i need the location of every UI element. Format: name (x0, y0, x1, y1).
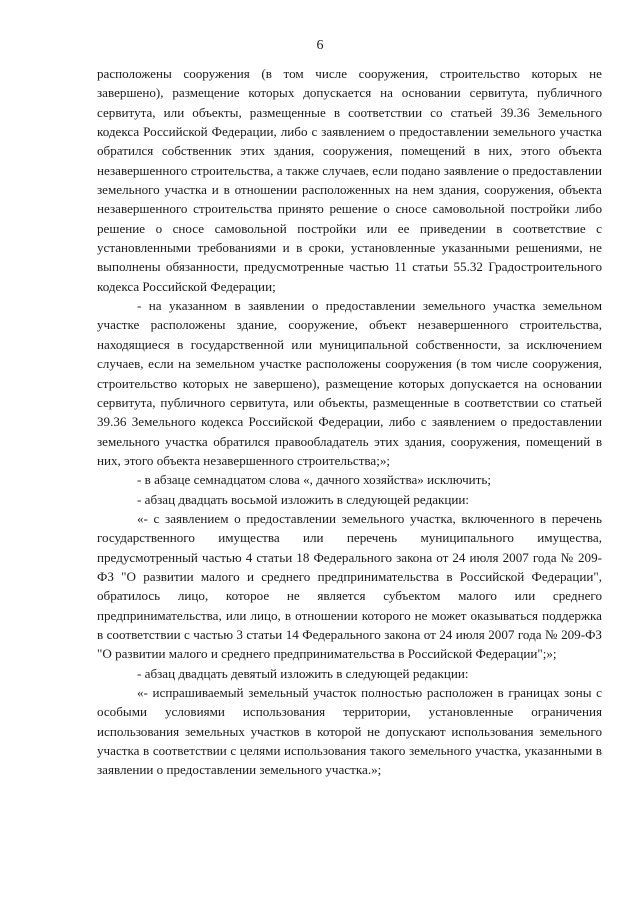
page-number: 6 (316, 38, 324, 53)
paragraph: расположены сооружения (в том числе сооружения, строительство которых не завершено), размещение которых допускается на основании сервитута, публичного сервитута, или объекты, размещенные в соответствии со статьей 39.36 Земельного кодекса Российской Федерации, либо с заявлением о предоставлении земельного участка обратился собственник этих здания, сооружения, помещений в них, этого объекта незавершенного строительства, а также случаев, если подано заявление о предоставлении земельного участка и в отношении расположенных на нем здания, сооружения, объекта незавершенного строительства принято решение о сносе самовольной постройки либо решение о сносе самовольной постройки или ее приведении в соответствие с установленными требованиями и в сроки, установленные указанными решениями, не выполнены обязанности, предусмотренные частью 11 статьи 55.32 Градостроительного кодекса Российской Федерации; (97, 66, 602, 294)
paragraph: «- испрашиваемый земельный участок полностью расположен в границах зоны с особыми условиями использования территории, установленные ограничения использования земельных участков в которой не допускают использования земельного участка в соответствии с целями использования такого земельного участка, указанными в заявлении о предоставлении земельного участка.»; (97, 685, 602, 778)
paragraph: - абзац двадцать восьмой изложить в следующей редакции: (137, 491, 470, 507)
paragraph: - в абзаце семнадцатом слова «, дачного хозяйства» исключить; (137, 472, 492, 488)
paragraph: - на указанном в заявлении о предоставлении земельного участка земельном участке расположены здание, сооружение, объект незавершенного строительства, находящиеся в государственной или муниципальной собственности, за исключением случаев, если на земельном участке расположены сооружения (в том числе сооружения, строительство которых не завершено), размещение которых допускается на основании сервитута, публичного сервитута, или объекты, размещенные в соответствии со статьей 39.36 Земельного кодекса Российской Федерации, либо с заявлением о предоставлении земельного участка обратился правообладатель этих здания, сооружения, помещений в них, этого объекта незавершенного строительства;»; (97, 298, 602, 468)
body-text (97, 64, 602, 780)
paragraph: - абзац двадцать девятый изложить в следующей редакции: (137, 665, 469, 681)
paragraph: «- с заявлением о предоставлении земельного участка, включенного в перечень государственного имущества или перечень муниципального имущества, предусмотренный частью 4 статьи 18 Федерального закона от 24 июля 2007 года № 209-ФЗ "О развитии малого и среднего предпринимательства в Российской Федерации", обратилось лицо, которое не является субъектом малого или среднего предпринимательства, или лицо, в отношении которого не может оказываться поддержка в соответствии с частью 3 статьи 14 Федерального закона от 24 июля 2007 года № 209-ФЗ "О развитии малого и среднего предпринимательства в Российской Федерации";»; (97, 510, 602, 662)
